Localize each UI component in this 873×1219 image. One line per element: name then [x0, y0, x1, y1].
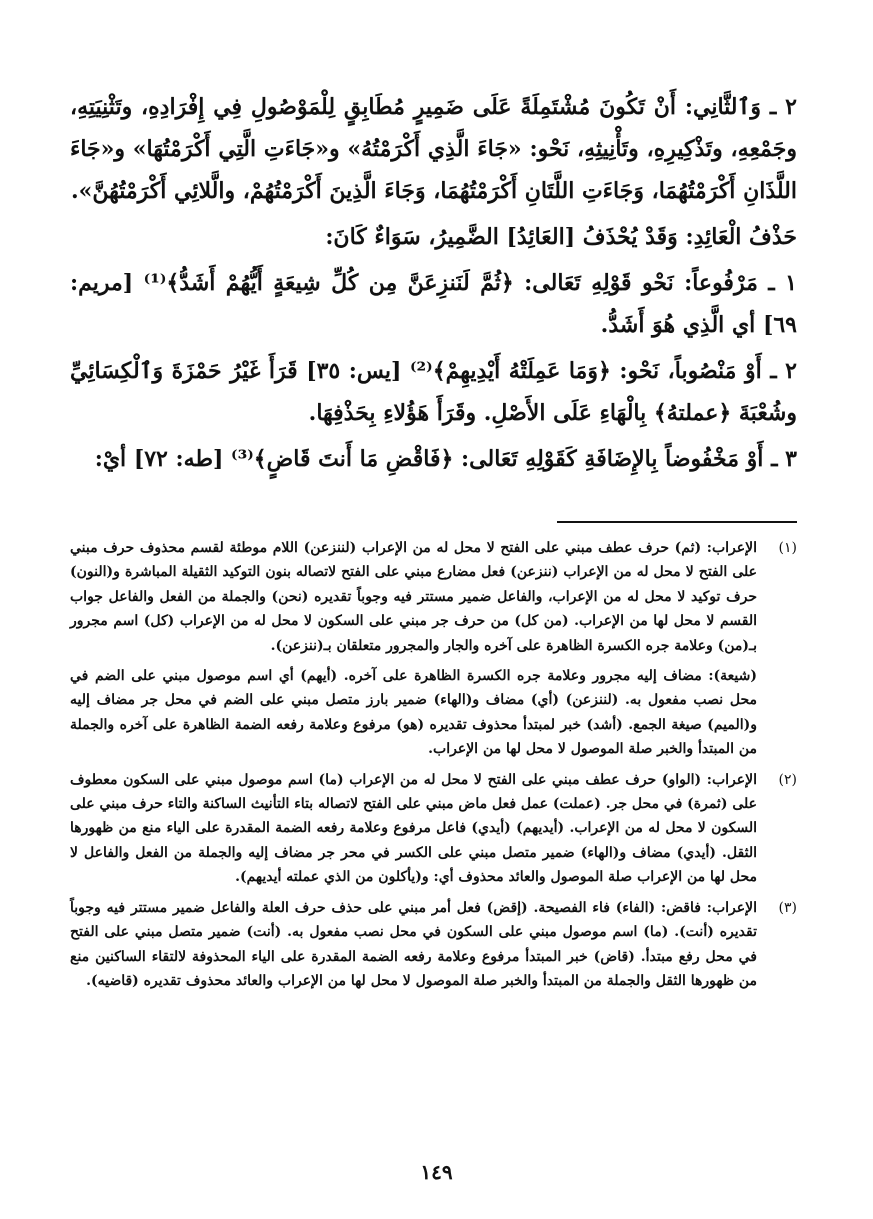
footnote-paragraph: الإعراب: (ثم) حرف عطف مبني على الفتح لا محل له من الإعراب (لننزعن) اللام موطئة لقسم محذوف حرف مبني على الفتح لا محل له من الإعراب (ننزعن) فعل مضارع مبني على الفتح لاتصاله بنون التوكيد الثقيلة المباشرة و(النون) حرف توكيد لا محل له من الإعراب، والفاعل ضمير مستتر فيه وجوباً تقديره (نحن) والجملة من الفعل والفاعل جواب القسم لا محل لها من الإعراب. (من كل) من حرف جر مبني على السكون لا محل له من الإعراب (كل) اسم مجرور بـ(من) وعلامة جره الكسرة الظاهرة على آخره والجار والمجرور متعلقان بـ(ننزعن). [70, 540, 757, 654]
main-paragraph-genitive: ٣ ـ أَوْ مَخْفُوضاً بِالإِضَافَةِ كَقَوْلِهِ تَعَالى: ﴿فَاقْضِ مَا أَنتَ قَاضٍ﴾⁽³⁾ [طه: ٧٢] أيْ: [94, 446, 797, 472]
footnote-number: (٢) [778, 771, 797, 788]
footnote-divider [557, 521, 797, 523]
footnotes [70, 536, 797, 999]
footnote-paragraph: الإعراب: (الواو) حرف عطف مبني على الفتح لا محل له من الإعراب (ما) اسم موصول مبني على السكون معطوف على (ثمرة) في محل جر. (عملت) عمل فعل ماض مبني على الفتح لاتصاله بتاء التأنيث الساكنة والتاء حرف مبني على السكون لا محل له من الإعراب. (أيديهم) (أيدي) فاعل مرفوع وعلامة رفعه الضمة المقدرة على الياء منع من ظهورها الثقل. (أيدي) مضاف و(الهاء) ضمير متصل مبني على الكسر في محر جر مضاف إليه والجملة من الفعل والفاعل لا محل لها من الإعراب صلة الموصول والعائد محذوف أي: و(يأكلون من الذي عملته أيديهم). [70, 771, 757, 886]
page-number: ١٤٩ [420, 1160, 453, 1184]
main-paragraph-omission-heading: حَذْفُ الْعَائِدِ: وَقَدْ يُحْذَفُ [العَائِدُ] الضَّمِيرُ، سَوَاءٌ كَانَ: [325, 224, 797, 250]
footnote-paragraph: (شيعة): مضاف إليه مجرور وعلامة جره الكسرة الظاهرة على آخره. (أيهم) أي اسم موصول مبني على الضم في محل نصب مفعول به. (لننزعن) (أي) مضاف و(الهاء) ضمير بارز متصل مبني على الضم في محل جر مضاف إليه و(الميم) صيغة الجمع. (أشد) خبر لمبتدأ محذوف تقديره (هو) مرفوع وعلامة رفعه الضمة الظاهرة على آخره والجملة من المبتدأ والخبر صلة الموصول لا محل لها من الإعراب. [70, 668, 757, 758]
main-text [70, 86, 797, 480]
footnote-1 [70, 536, 797, 762]
footnote-3 [70, 896, 797, 994]
main-paragraph-nominative: ١ ـ مَرْفُوعاً: نَحْو قَوْلِهِ تَعَالى: ﴿ثُمَّ لَنَنزِعَنَّ مِن كُلِّ شِيعَةٍ أَيُّهُمْ أَشَدُّ﴾⁽¹⁾ [مريم: ٦٩] أي الَّذِي هُوَ أَشَدُّ. [70, 270, 797, 338]
footnote-2 [70, 768, 797, 890]
footnote-paragraph: الإعراب: فاقض: (الفاء) فاء الفصيحة. (إقض) فعل أمر مبني على حذف حرف العلة والفاعل ضمير مستتر فيه وجوباً تقديره (أنت). (ما) اسم موصول مبني على السكون في محل نصب مفعول به. (أنت) ضمير متصل مبني على الفتح في محل رفع مبتدأ. (قاض) خبر المبتدأ مرفوع وعلامة رفعه الضمة المقدرة على الياء المحذوفة لالتقاء الساكنين منع من ظهورها الثقل والجملة من المبتدأ والخبر صلة الموصول لا محل لها من الإعراب والعائد محذوف تقديره (قاضيه). [70, 899, 757, 989]
footnote-number: (١) [778, 540, 797, 556]
main-paragraph-relative-clause-pronoun: ٢ ـ وَٱلثَّانِي: أَنْ تَكُونَ مُشْتَمِلَةً عَلَى ضَمِيرٍ مُطَابِقٍ لِلْمَوْصُولِ فِي إِفْرَادِهِ، وتَثْنِيَتِهِ، وجَمْعِهِ، وتَذْكِيرِهِ، وتَأْنِيثِهِ، نَحْو: «جَاءَ الَّذِي أَكْرَمْتُهُ» و«جَاءَتِ الَّتِي أَكْرَمْتُهَا» و«جَاءَ اللَّذَانِ أَكْرَمْتُهُمَا، وَجَاءَتِ اللَّتَانِ أَكْرَمْتُهُمَا، وَجَاءَ الَّذِينَ أَكْرَمْتُهُمْ، والَّلائِي أَكْرَمْتُهُنَّ». [70, 94, 797, 204]
main-paragraph-accusative: ٢ ـ أَوْ مَنْصُوباً، نَحْو: ﴿وَمَا عَمِلَتْهُ أَيْدِيهِمْ﴾⁽²⁾ [يس: ٣٥] قَرَأَ غَيْرُ حَمْزَةَ وَٱلْكِسَائِيِّ وشُعْبَةَ ﴿عملتهُ﴾ بِالْهَاءِ عَلَى الأَصْلِ. وقَرَأَ هَؤُلاءِ بِحَذْفِهَا. [70, 358, 797, 426]
footnote-number: (٣) [778, 899, 797, 916]
